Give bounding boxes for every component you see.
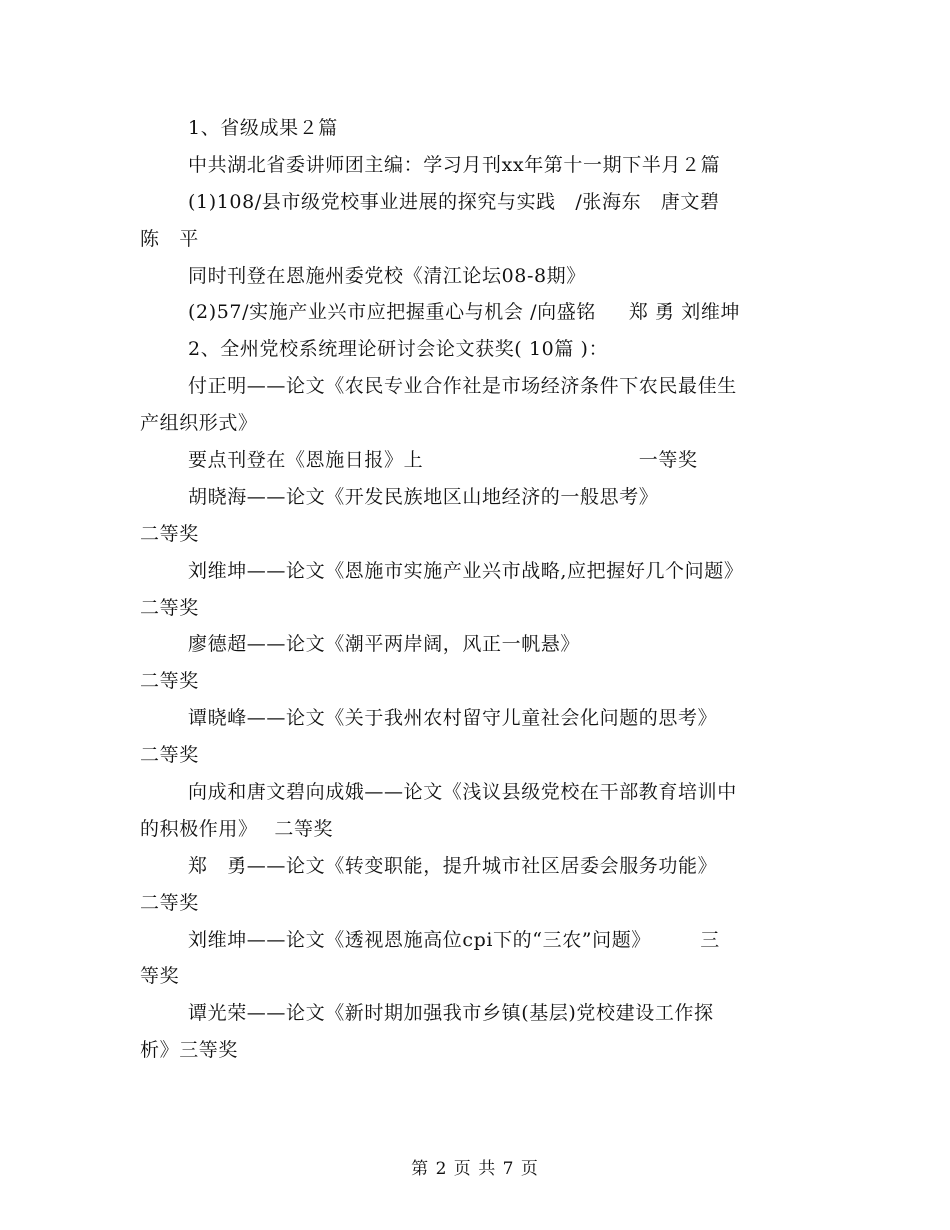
text-line: 谭晓峰——论文《关于我州农村留守儿童社会化问题的思考》 <box>188 707 718 730</box>
text-line: 付正明——论文《农民专业合作社是市场经济条件下农民最佳生 <box>188 375 737 398</box>
text-line: 的积极作用》 二等奖 <box>140 817 334 840</box>
text-line: 二等奖 <box>140 522 199 545</box>
text-line: 刘维坤——论文《透视恩施高位cpi下的“三农”问题》 三 <box>188 928 720 951</box>
text-line: 二等奖 <box>140 596 199 619</box>
text-line: (1)108/县市级党校事业进展的探究与实践 /张海东 唐文碧 <box>188 190 720 213</box>
text-line: 胡晓海——论文《开发民族地区山地经济的一般思考》 <box>188 485 659 508</box>
text-line: 廖德超——论文《潮平两岸阔，风正一帆悬》 <box>188 633 581 656</box>
text-line: 二等奖 <box>140 744 199 767</box>
page-footer: 第 2 页 共 7 页 <box>411 1159 539 1179</box>
text-line: 二等奖 <box>140 670 199 693</box>
text-line: 郑 勇——论文《转变职能，提升城市社区居委会服务功能》 <box>188 854 718 877</box>
text-line: 二等奖 <box>140 891 199 914</box>
document-body <box>140 110 810 1069</box>
text-line: 要点刊登在《恩施日报》上 一等奖 <box>188 449 698 472</box>
text-line: 中共湖北省委讲师团主编：学习月刊xx年第十一期下半月２篇 <box>188 153 721 176</box>
text-line: 等奖 <box>140 965 180 988</box>
text-line: 陈 平 <box>140 227 199 250</box>
text-line: 析》三等奖 <box>140 1039 239 1062</box>
text-line: 2、全州党校系统理论研讨会论文获奖( 10篇 )： <box>188 338 609 361</box>
text-line: 产组织形式》 <box>140 412 258 435</box>
text-line: 同时刊登在恩施州委党校《清江论坛08-8期》 <box>188 264 586 287</box>
text-line: 1、省级成果２篇 <box>188 117 338 139</box>
text-line: 谭光荣——论文《新时期加强我市乡镇(基层)党校建设工作探 <box>188 1002 714 1025</box>
text-line: 刘维坤——论文《恩施市实施产业兴市战略,应把握好几个问题》 <box>188 559 744 582</box>
text-line: 向成和唐文碧向成娥——论文《浅议县级党校在干部教育培训中 <box>188 781 737 804</box>
text-line: (2)57/实施产业兴市应把握重心与机会 /向盛铭 郑 勇 刘维坤 <box>188 301 741 324</box>
